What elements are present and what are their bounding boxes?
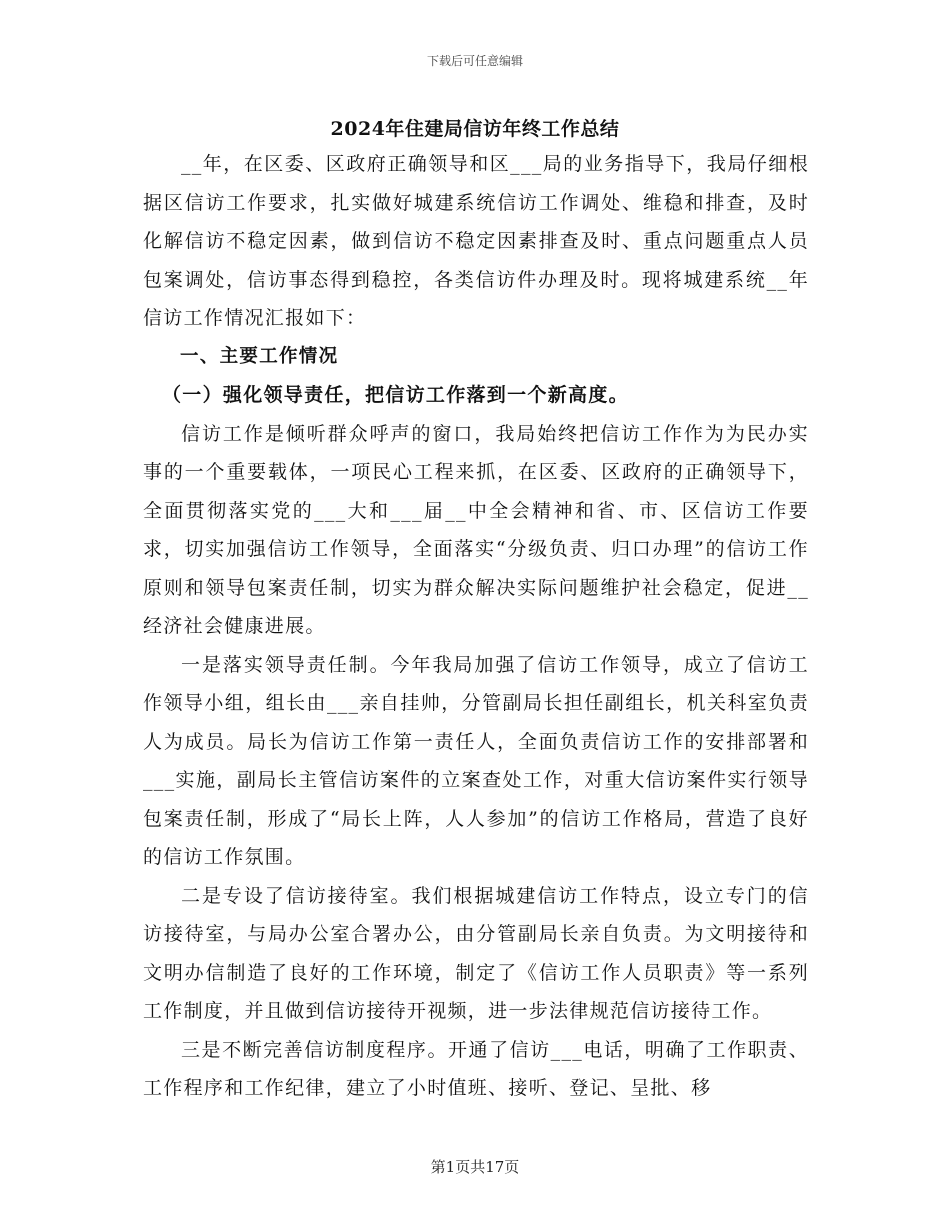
section-heading: 一、主要工作情况 (180, 345, 339, 367)
body-paragraph: 三是不断完善信访制度程序。开通了信访___电话，明确了工作职责、工作程序和工作纪律，建立了小时值班、接听、登记、呈批、移 (143, 1038, 809, 1099)
page-header-note: 下载后可任意编辑 (426, 54, 523, 68)
body-paragraph: 信访工作是倾听群众呼声的窗口，我局始终把信访工作作为为民办实事的一个重要载体，一项民心工程来抓，在区委、区政府的正确领导下，全面贯彻落实党的___大和___届__中全会精神和省、市、区信访工作要求，切实加强信访工作领导，全面落实“分级负责、归口办理”的信访工作原则和领导包案责任制，切实为群众解决实际问题维护社会稳定，促进__经济社会健康进展。 (143, 422, 809, 637)
page-number-footer: 第1页共17页 (430, 1158, 520, 1176)
body-paragraph: 二是专设了信访接待室。我们根据城建信访工作特点，设立专门的信访接待室，与局办公室合署办公，由分管副局长亲自负责。为文明接待和文明办信制造了良好的工作环境，制定了《信访工作人员职责》等一系列工作制度，并且做到信访接待开视频，进一步法律规范信访接待工作。 (143, 884, 809, 1022)
subsection-heading: （一）强化领导责任，把信访工作落到一个新高度。 (162, 384, 629, 406)
document-title: 2024年住建局信访年终工作总结 (330, 118, 620, 140)
body-paragraph: 一是落实领导责任制。今年我局加强了信访工作领导，成立了信访工作领导小组，组长由___亲自挂帅，分管副局长担任副组长，机关科室负责人为成员。局长为信访工作第一责任人，全面负责信访工作的安排部署和___实施，副局长主管信访案件的立案查处工作，对重大信访案件实行领导包案责任制，形成了“局长上阵，人人参加”的信访工作格局，营造了良好的信访工作氛围。 (143, 653, 809, 868)
intro-paragraph: __年，在区委、区政府正确领导和区___局的业务指导下，我局仔细根据区信访工作要求，扎实做好城建系统信访工作调处、维稳和排查，及时化解信访不稳定因素，做到信访不稳定因素排查及时、重点问题重点人员包案调处，信访事态得到稳控，各类信访件办理及时。现将城建系统__年信访工作情况汇报如下： (143, 153, 809, 329)
document-body (143, 145, 809, 1108)
